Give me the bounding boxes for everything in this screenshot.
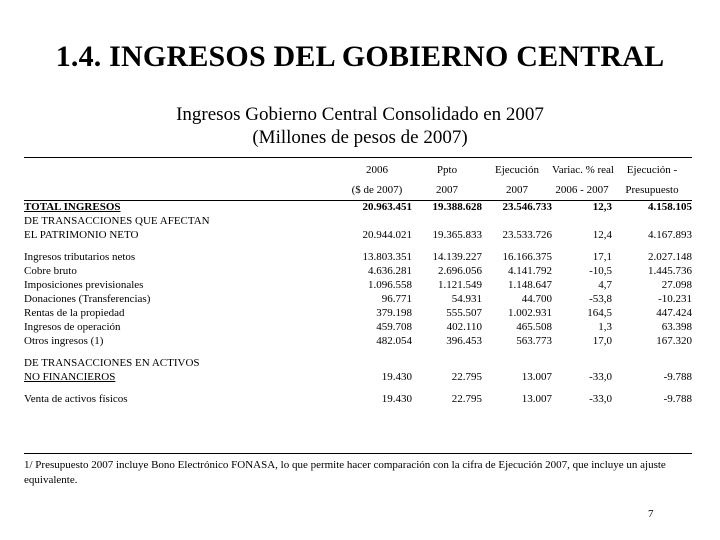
- page-number: 7: [648, 508, 654, 520]
- cell-ejecucion: 16.166.375: [502, 251, 552, 263]
- cell-variacion: -33,0: [589, 393, 612, 405]
- cell-2006: [342, 214, 412, 228]
- cell-2006: 20.963.451: [362, 201, 412, 213]
- table-row: [24, 306, 692, 320]
- cell-variacion: [552, 356, 612, 370]
- table-top-rule: [24, 157, 692, 158]
- header-ppto-year: 2007: [436, 184, 458, 196]
- cell-diferencia: [612, 356, 692, 370]
- table-row: [24, 356, 692, 370]
- cell-2006: 19.430: [381, 371, 412, 383]
- table-row: [24, 200, 692, 214]
- table-row: [24, 320, 692, 334]
- spacer-row: [24, 348, 692, 356]
- header-ejecucion: Ejecución: [495, 164, 539, 176]
- spacer-cell: [24, 242, 692, 250]
- cell-ppto: 22.795: [451, 371, 482, 383]
- header-presupuesto: Presupuesto: [625, 184, 679, 196]
- cell-diferencia: 4.167.893: [648, 229, 692, 241]
- row-label: Ingresos de operación: [24, 321, 121, 333]
- table-row: [24, 370, 692, 384]
- header-ejecucion-year: 2007: [506, 184, 528, 196]
- cell-ppto: 396.453: [446, 335, 482, 347]
- header-label: [24, 160, 342, 180]
- cell-ppto: [412, 356, 482, 370]
- cell-diferencia: 4.158.105: [648, 201, 692, 213]
- cell-ejecucion: 13.007: [521, 371, 552, 383]
- cell-variacion: -33,0: [589, 371, 612, 383]
- spacer-cell: [24, 348, 692, 356]
- cell-ppto: 402.110: [446, 321, 482, 333]
- header-label-2: [24, 180, 342, 200]
- cell-variacion: 164,5: [587, 307, 612, 319]
- cell-diferencia: -9.788: [663, 393, 692, 405]
- cell-2006: 379.198: [376, 307, 412, 319]
- row-label: DE TRANSACCIONES QUE AFECTAN: [24, 215, 210, 227]
- table-row: [24, 392, 692, 406]
- cell-2006: 1.096.558: [368, 279, 412, 291]
- cell-diferencia: -9.788: [663, 371, 692, 383]
- cell-ejecucion: 563.773: [516, 335, 552, 347]
- cell-diferencia: -10.231: [658, 293, 692, 305]
- row-label: Otros ingresos (1): [24, 335, 104, 347]
- cell-ejecucion: [482, 356, 552, 370]
- cell-variacion: 17,1: [592, 251, 612, 263]
- row-label: NO FINANCIEROS: [24, 371, 116, 383]
- header-ejec-ppto: Ejecución -: [626, 164, 678, 176]
- cell-2006: 4.636.281: [368, 265, 412, 277]
- cell-2006: 482.054: [376, 335, 412, 347]
- row-label: Cobre bruto: [24, 265, 77, 277]
- header-row-1: [24, 160, 692, 180]
- header-ppto: Ppto: [436, 164, 458, 176]
- cell-ppto: 555.507: [446, 307, 482, 319]
- cell-2006: 13.803.351: [362, 251, 412, 263]
- cell-2006: [342, 356, 412, 370]
- cell-variacion: 12,4: [592, 229, 612, 241]
- spacer-row: [24, 384, 692, 392]
- cell-ejecucion: 1.002.931: [508, 307, 552, 319]
- cell-ppto: 19.365.833: [432, 229, 482, 241]
- subtitle-line-1: Ingresos Gobierno Central Consolidado en 2007: [176, 104, 544, 125]
- cell-2006: 20.944.021: [362, 229, 412, 241]
- row-label: TOTAL INGRESOS: [24, 201, 121, 213]
- cell-ejecucion: 4.141.792: [508, 265, 552, 277]
- cell-diferencia: 167.320: [656, 335, 692, 347]
- cell-variacion: 12,3: [592, 201, 612, 213]
- cell-variacion: -10,5: [589, 265, 612, 277]
- row-label: Venta de activos físicos: [24, 393, 128, 405]
- cell-ejecucion: 13.007: [521, 393, 552, 405]
- subtitle-line-2: (Millones de pesos de 2007): [252, 127, 468, 148]
- cell-ejecucion: 44.700: [521, 293, 552, 305]
- page-title: 1.4. INGRESOS DEL GOBIERNO CENTRAL: [55, 40, 665, 73]
- row-label: Rentas de la propiedad: [24, 307, 125, 319]
- cell-ppto: 54.931: [451, 293, 482, 305]
- cell-2006: 19.430: [381, 393, 412, 405]
- header-row-2: [24, 180, 692, 200]
- cell-diferencia: [612, 214, 692, 228]
- cell-ejecucion: 23.546.733: [502, 201, 552, 213]
- cell-ejecucion: 23.533.726: [502, 229, 552, 241]
- spacer-row: [24, 242, 692, 250]
- table-row: [24, 278, 692, 292]
- cell-ppto: [412, 214, 482, 228]
- header-variacion: Variac. % real: [552, 164, 614, 176]
- footnote: 1/ Presupuesto 2007 incluye Bono Electrónico FONASA, lo que permite hacer comparación con la cifra de Ejecución 2007, que incluye un ajuste equivalente.: [24, 459, 666, 486]
- table-row: [24, 292, 692, 306]
- cell-ppto: 1.121.549: [438, 279, 482, 291]
- cell-ejecucion: [482, 214, 552, 228]
- cell-ppto: 2.696.056: [438, 265, 482, 277]
- table-bottom-rule: [24, 453, 692, 454]
- cell-ppto: 19.388.628: [432, 201, 482, 213]
- spacer-cell: [24, 384, 692, 392]
- row-label: Donaciones (Transferencias): [24, 293, 151, 305]
- cell-ppto: 22.795: [451, 393, 482, 405]
- table-row: [24, 264, 692, 278]
- row-label: Ingresos tributarios netos: [24, 251, 136, 263]
- cell-diferencia: 1.445.736: [648, 265, 692, 277]
- cell-ppto: 14.139.227: [432, 251, 482, 263]
- table-row: [24, 334, 692, 348]
- cell-variacion: 1,3: [598, 321, 612, 333]
- cell-variacion: 17,0: [592, 335, 612, 347]
- header-variacion-period: 2006 - 2007: [555, 184, 609, 196]
- cell-diferencia: 447.424: [656, 307, 692, 319]
- cell-2006: 459.708: [376, 321, 412, 333]
- header-2006-unit: ($ de 2007): [351, 184, 403, 196]
- revenue-table: [24, 160, 692, 406]
- table-row: [24, 214, 692, 228]
- cell-ejecucion: 1.148.647: [508, 279, 552, 291]
- row-label: DE TRANSACCIONES EN ACTIVOS: [24, 357, 200, 369]
- cell-diferencia: 63.398: [661, 321, 692, 333]
- table-row: [24, 228, 692, 242]
- cell-diferencia: 27.098: [661, 279, 692, 291]
- table-subtitle: [0, 103, 720, 149]
- row-label: EL PATRIMONIO NETO: [24, 229, 139, 241]
- cell-variacion: 4,7: [598, 279, 612, 291]
- cell-diferencia: 2.027.148: [648, 251, 692, 263]
- cell-2006: 96.771: [381, 293, 412, 305]
- cell-ejecucion: 465.508: [516, 321, 552, 333]
- cell-variacion: -53,8: [589, 293, 612, 305]
- row-label: Imposiciones previsionales: [24, 279, 144, 291]
- table-row: [24, 250, 692, 264]
- header-2006: 2006: [366, 164, 388, 176]
- cell-variacion: [552, 214, 612, 228]
